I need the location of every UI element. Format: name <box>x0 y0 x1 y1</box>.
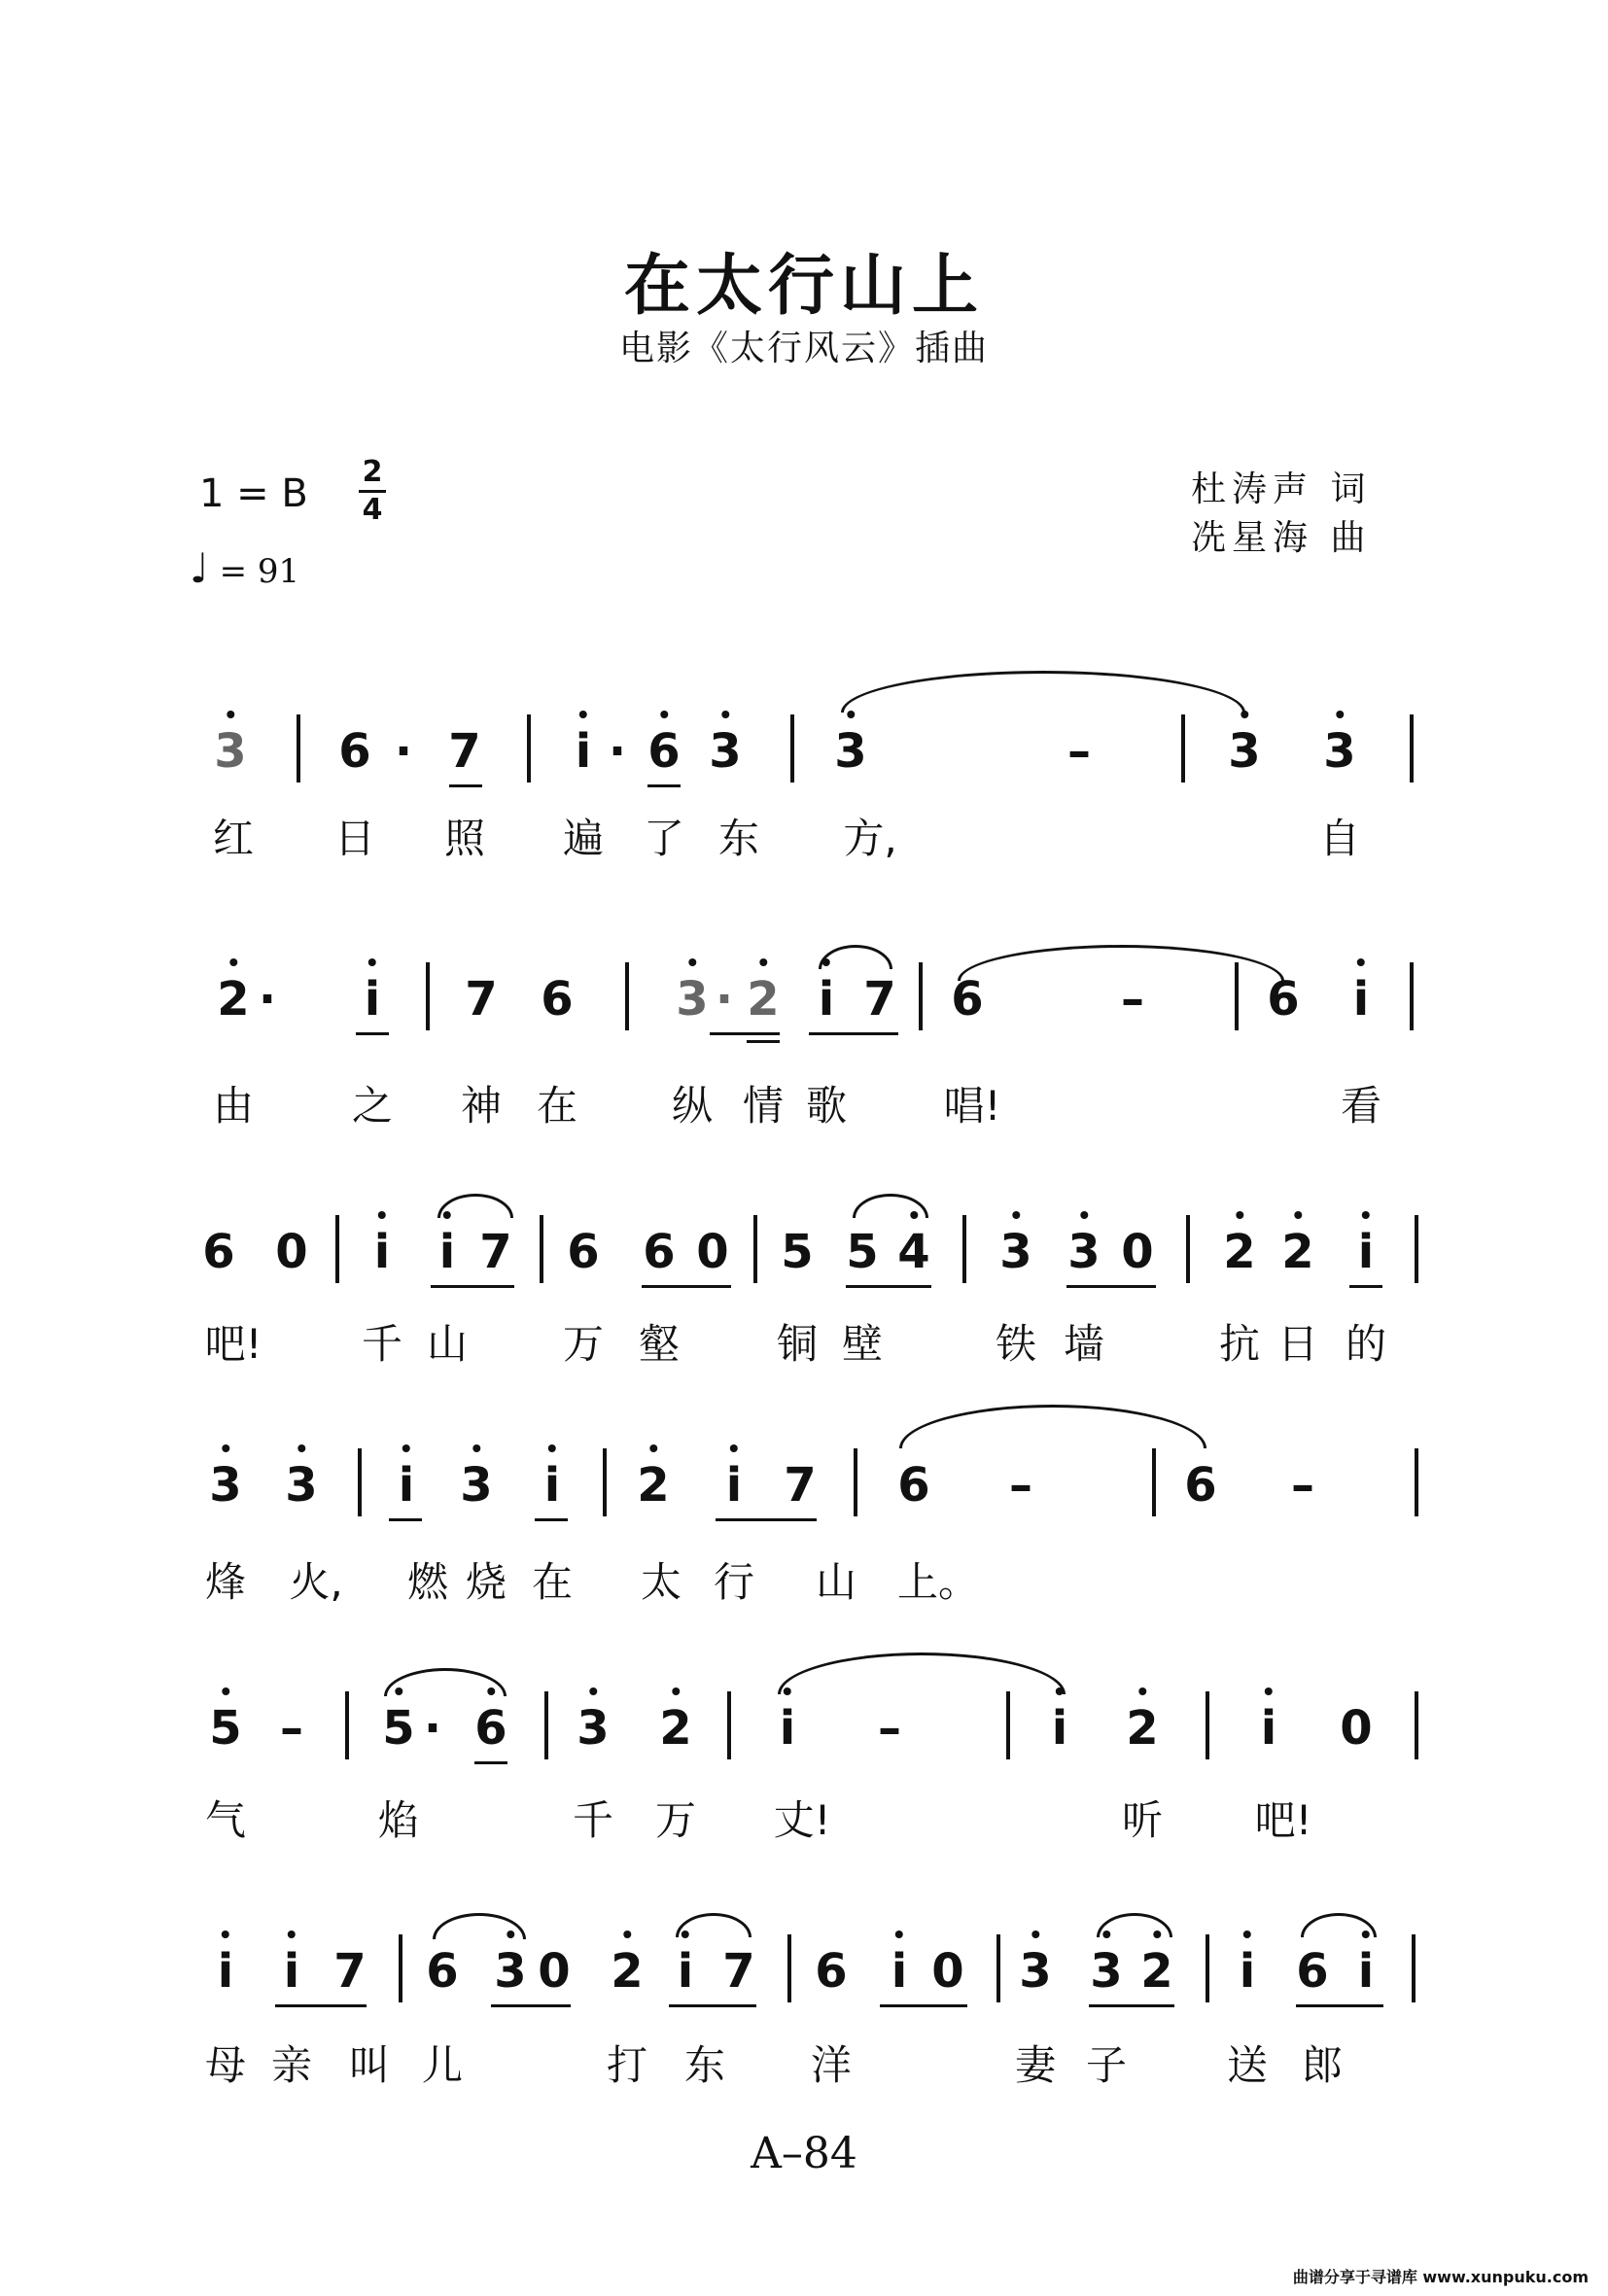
note: 0 <box>931 1944 964 1999</box>
slur <box>819 945 892 969</box>
note: i <box>1260 1701 1277 1756</box>
bar-line <box>1206 1691 1209 1759</box>
bar-line <box>625 962 629 1030</box>
time-signature-bottom: 4 <box>362 493 383 527</box>
note: 7 <box>479 1225 512 1279</box>
lyrics-row-6 <box>0 2034 1608 2092</box>
bar-line <box>1006 1691 1010 1759</box>
lyric: 铁 <box>995 1320 1037 1368</box>
note: 2 <box>1281 1225 1314 1279</box>
dash: – <box>1121 972 1144 1026</box>
note: i <box>438 1225 456 1279</box>
note: 2 <box>1126 1701 1159 1756</box>
lyric: 千 <box>361 1320 403 1368</box>
note: 0 <box>1340 1701 1373 1756</box>
lyric: 太 <box>640 1558 682 1606</box>
bar-line <box>1415 1448 1418 1516</box>
lyric: 东 <box>683 2041 726 2089</box>
footer-watermark: 曲谱分享于寻谱库 www.xunpuku.com <box>1292 2268 1589 2286</box>
lyric: 万 <box>654 1796 697 1844</box>
composer-credit: 冼星海 曲 <box>1191 518 1372 558</box>
note: 3 <box>1019 1944 1052 1999</box>
tempo-value: = 91 <box>219 552 300 591</box>
underline <box>1089 2004 1174 2007</box>
lyric: 了 <box>643 815 685 862</box>
note: 2 <box>217 972 250 1026</box>
underline <box>474 1761 507 1764</box>
note: 2 <box>1140 1944 1173 1999</box>
note: i <box>398 1458 415 1513</box>
lyric: 万 <box>562 1320 605 1368</box>
lyric: 吧! <box>1254 1796 1312 1844</box>
underline <box>449 784 482 787</box>
underline <box>1296 2004 1383 2007</box>
bar-line <box>1415 1215 1418 1283</box>
lyricist-credit: 杜涛声 词 <box>1191 470 1372 509</box>
note: 2 <box>659 1701 692 1756</box>
lyric: 行 <box>713 1558 755 1606</box>
underline <box>716 1518 817 1521</box>
lyric: 唱! <box>943 1082 1001 1130</box>
lyric: 的 <box>1345 1320 1387 1368</box>
lyrics-row-4 <box>0 1550 1608 1609</box>
lyric: 抗 <box>1218 1320 1261 1368</box>
lyric: 歌 <box>805 1082 848 1130</box>
bar-line <box>603 1448 607 1516</box>
lyric: 在 <box>531 1558 574 1606</box>
lyric: 之 <box>351 1082 394 1130</box>
lyric: 听 <box>1121 1796 1164 1844</box>
note: 7 <box>448 724 481 779</box>
lyrics-row-3 <box>0 1312 1608 1371</box>
bar-line <box>790 714 794 783</box>
bar-line <box>962 1215 966 1283</box>
note: 3 <box>1228 724 1261 779</box>
lyric: 情 <box>742 1082 785 1130</box>
dash: – <box>878 1701 901 1756</box>
note: 6 <box>951 972 984 1026</box>
underline <box>275 2004 367 2007</box>
underline <box>642 1285 731 1288</box>
underline <box>356 1032 389 1035</box>
underline <box>710 1032 780 1035</box>
lyric: 墙 <box>1063 1320 1105 1368</box>
note: 6 <box>567 1225 600 1279</box>
note: i <box>1239 1944 1256 1999</box>
lyric: 山 <box>815 1558 857 1606</box>
underline <box>491 2004 571 2007</box>
bar-line <box>1412 1934 1416 2002</box>
note-dot: · <box>423 1701 442 1756</box>
lyric: 铜 <box>776 1320 819 1368</box>
lyric: 日 <box>333 815 376 862</box>
lyric: 亲 <box>270 2041 313 2089</box>
note: i <box>779 1701 796 1756</box>
dash: – <box>280 1701 303 1756</box>
bar-line <box>1235 962 1239 1030</box>
lyrics-row-2 <box>0 1074 1608 1132</box>
note: i <box>1357 1225 1375 1279</box>
lyric: 照 <box>443 815 486 862</box>
tempo-marking <box>190 544 299 592</box>
lyric: 纵 <box>671 1082 714 1130</box>
note: i <box>677 1944 694 1999</box>
note: 7 <box>465 972 498 1026</box>
bar-line <box>787 1934 791 2002</box>
note: 6 <box>474 1701 507 1756</box>
note: 5 <box>382 1701 415 1756</box>
note: 0 <box>538 1944 571 1999</box>
note: i <box>1051 1701 1068 1756</box>
note: 3 <box>214 724 247 779</box>
bar-line <box>1410 714 1414 783</box>
bar-line <box>919 962 923 1030</box>
lyric: 上。 <box>896 1558 980 1606</box>
note: 6 <box>1296 1944 1329 1999</box>
note: 3 <box>494 1944 527 1999</box>
lyric: 山 <box>426 1320 469 1368</box>
bar-line <box>1410 962 1414 1030</box>
note: 7 <box>863 972 896 1026</box>
lyric: 东 <box>717 815 760 862</box>
bar-line <box>399 1934 402 2002</box>
bar-line <box>544 1691 548 1759</box>
note: 3 <box>834 724 867 779</box>
note: 6 <box>1184 1458 1217 1513</box>
lyrics-row-5 <box>0 1789 1608 1847</box>
note: 5 <box>781 1225 814 1279</box>
note: 3 <box>577 1701 610 1756</box>
note-dot: · <box>258 972 277 1026</box>
note: 3 <box>999 1225 1032 1279</box>
bar-line <box>1152 1448 1156 1516</box>
note-dot: · <box>394 724 413 779</box>
note: 7 <box>333 1944 367 1999</box>
note: 3 <box>1067 1225 1101 1279</box>
note: 2 <box>1223 1225 1256 1279</box>
bar-line <box>358 1448 362 1516</box>
lyric: 妻 <box>1014 2041 1057 2089</box>
note: 6 <box>643 1225 676 1279</box>
dash: – <box>1291 1458 1314 1513</box>
bar-line <box>527 714 531 783</box>
note: 3 <box>1323 724 1356 779</box>
note: i <box>575 724 592 779</box>
note: 7 <box>784 1458 817 1513</box>
lyric: 叫 <box>348 2041 391 2089</box>
note: 7 <box>722 1944 755 1999</box>
lyric: 儿 <box>421 2041 464 2089</box>
underline <box>669 2004 756 2007</box>
underline <box>535 1518 568 1521</box>
quarter-note-icon: ♩ <box>190 544 209 592</box>
lyric: 丈! <box>773 1796 831 1844</box>
note: i <box>373 1225 391 1279</box>
note: 3 <box>285 1458 318 1513</box>
lyrics-row-1 <box>0 807 1608 865</box>
note: i <box>543 1458 561 1513</box>
bar-line <box>753 1215 757 1283</box>
note: 6 <box>338 724 371 779</box>
note: 5 <box>209 1701 242 1756</box>
bar-line <box>1206 1934 1209 2002</box>
underline <box>1066 1285 1156 1288</box>
dash: – <box>1009 1458 1032 1513</box>
lyric: 打 <box>606 2041 648 2089</box>
lyric: 火, <box>289 1558 343 1606</box>
note: i <box>818 972 835 1026</box>
note: i <box>283 1944 300 1999</box>
bar-line <box>1186 1215 1190 1283</box>
slur <box>899 1405 1206 1448</box>
lyric: 子 <box>1085 2041 1128 2089</box>
note: i <box>1352 972 1370 1026</box>
note: 6 <box>541 972 574 1026</box>
note: 2 <box>637 1458 670 1513</box>
note: 0 <box>696 1225 729 1279</box>
lyric: 送 <box>1226 2041 1269 2089</box>
note-dot: · <box>715 972 734 1026</box>
time-signature <box>355 457 390 526</box>
note: i <box>364 972 381 1026</box>
lyric: 烧 <box>465 1558 507 1606</box>
bar-line <box>727 1691 731 1759</box>
lyric: 看 <box>1340 1082 1382 1130</box>
note: 0 <box>1121 1225 1154 1279</box>
note: 3 <box>676 972 709 1026</box>
note-dot: · <box>608 724 627 779</box>
note: 3 <box>1090 1944 1123 1999</box>
lyric: 母 <box>204 2041 247 2089</box>
underline <box>389 1518 422 1521</box>
song-title: 在太行山上 <box>623 248 984 325</box>
bar-line <box>297 714 300 783</box>
lyric: 神 <box>460 1082 503 1130</box>
bar-line <box>1181 714 1185 783</box>
note: i <box>1357 1944 1375 1999</box>
underline <box>846 1285 931 1288</box>
underline <box>647 784 681 787</box>
note: 6 <box>426 1944 459 1999</box>
lyric: 方, <box>843 815 897 862</box>
note: 4 <box>897 1225 930 1279</box>
lyric: 遍 <box>562 815 605 862</box>
bar-line <box>996 1934 1000 2002</box>
note: 2 <box>611 1944 644 1999</box>
lyric: 焰 <box>377 1796 420 1844</box>
note: 3 <box>460 1458 493 1513</box>
key-signature: 1 = B <box>199 471 308 516</box>
underline <box>431 1285 514 1288</box>
note: 6 <box>647 724 681 779</box>
lyric: 郎 <box>1301 2041 1344 2089</box>
lyric: 日 <box>1276 1320 1319 1368</box>
note: 3 <box>209 1458 242 1513</box>
time-signature-top: 2 <box>362 455 383 489</box>
slur <box>778 1652 1066 1694</box>
underline <box>747 1040 780 1043</box>
bar-line <box>426 962 430 1030</box>
lyric: 燃 <box>406 1558 449 1606</box>
underline <box>1349 1285 1382 1288</box>
underline <box>809 1032 898 1035</box>
note: 6 <box>815 1944 848 1999</box>
lyric: 红 <box>212 815 255 862</box>
note: 5 <box>846 1225 879 1279</box>
bar-line <box>1415 1691 1418 1759</box>
bar-line <box>335 1215 339 1283</box>
song-subtitle: 电影《太行风云》插曲 <box>618 329 989 368</box>
bar-line <box>854 1448 857 1516</box>
bar-line <box>540 1215 543 1283</box>
note: 2 <box>747 972 780 1026</box>
note: 0 <box>275 1225 308 1279</box>
note: 6 <box>897 1458 930 1513</box>
note: i <box>891 1944 908 1999</box>
dash: – <box>1067 724 1091 779</box>
slur <box>841 671 1245 713</box>
lyric: 壁 <box>841 1320 884 1368</box>
note: i <box>725 1458 743 1513</box>
note: 6 <box>1267 972 1300 1026</box>
note: i <box>217 1944 234 1999</box>
bar-line <box>345 1691 349 1759</box>
lyric: 千 <box>572 1796 614 1844</box>
lyric: 在 <box>536 1082 578 1130</box>
lyric: 自 <box>1318 815 1361 862</box>
lyric: 气 <box>204 1796 247 1844</box>
page-number: A–84 <box>751 2129 857 2178</box>
lyric: 壑 <box>638 1320 681 1368</box>
underline <box>880 2004 967 2007</box>
note: 6 <box>202 1225 235 1279</box>
note: 3 <box>709 724 742 779</box>
lyric: 吧! <box>204 1320 262 1368</box>
lyric: 洋 <box>810 2041 853 2089</box>
lyric: 由 <box>212 1082 255 1130</box>
lyric: 烽 <box>204 1558 247 1606</box>
